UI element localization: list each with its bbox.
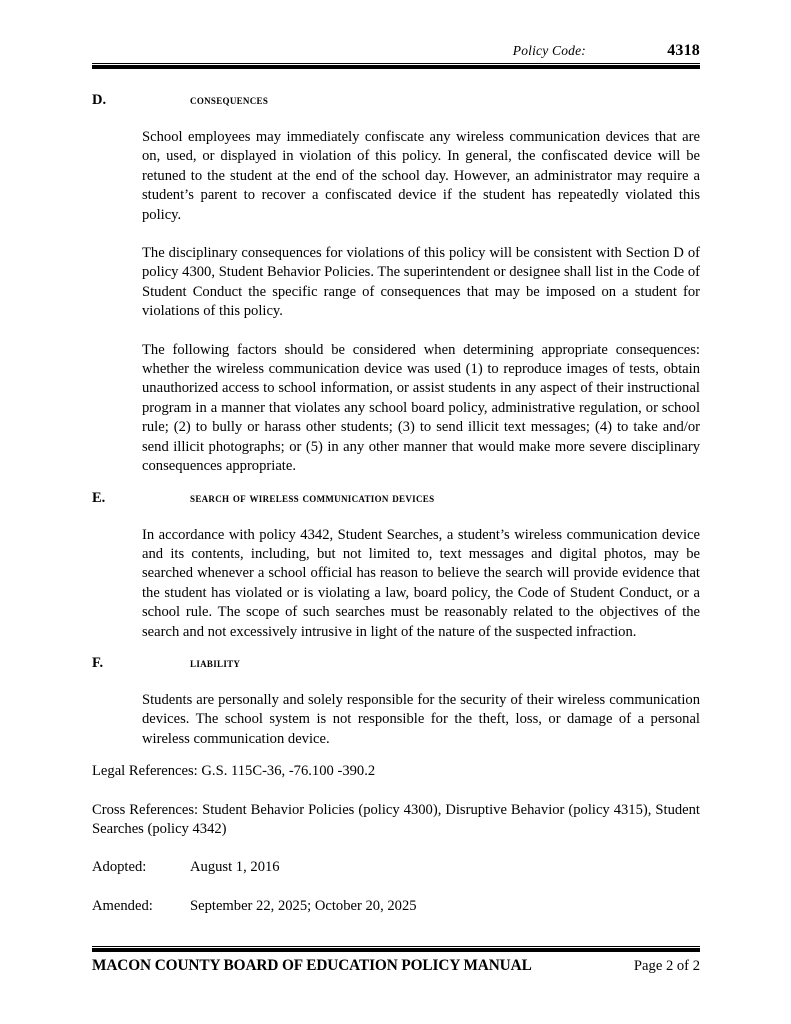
footer-row xyxy=(92,957,700,975)
section-spacer xyxy=(92,477,700,490)
references-block xyxy=(92,762,700,916)
section-e-title: search of wireless communication devices xyxy=(190,489,435,505)
amended-label: Amended: xyxy=(92,897,153,914)
section-d xyxy=(92,92,700,477)
section-f-letter: F. xyxy=(92,654,104,671)
policy-code-label: Policy Code: xyxy=(512,43,586,58)
section-e xyxy=(92,490,700,642)
adopted-row xyxy=(92,858,700,877)
page-footer xyxy=(92,946,700,975)
paragraph: In accordance with policy 4342, Student Searches, a student’s wireless communication device and its contents, including, but not limited to, text messages and digital photos, may be searched whenever a school official has reason to believe the search will provide evidence that the student has violated or is violating a law, board policy, the Code of Student Conduct, or a school rule. The scope of such searches must be reasonably related to the objectives of the search and not excessively intrusive in light of the nature of the suspected infraction. xyxy=(142,526,700,640)
section-e-heading xyxy=(92,490,700,507)
adopted-value: August 1, 2016 xyxy=(190,859,280,876)
footer-page-number: Page 2 of 2 xyxy=(633,958,700,974)
policy-code-value: 4318 xyxy=(667,42,700,59)
document-body xyxy=(92,92,700,935)
amended-row xyxy=(92,897,700,916)
legal-references: Legal References: G.S. 115C-36, -76.100 -390.2 xyxy=(92,763,376,780)
header-rule xyxy=(92,63,700,69)
cross-references: Cross References: Student Behavior Policies (policy 4300), Disruptive Behavior (policy 4315), Student Searches (policy 4342) xyxy=(92,801,700,837)
section-d-heading xyxy=(92,92,700,109)
policy-code-line xyxy=(92,42,700,60)
paragraph: School employees may immediately confiscate any wireless communication devices that are on, used, or displayed in violation of this policy. In general, the confiscated device will be retuned to the student at the end of the school day. However, an administrator may require a student’s parent to recover a confiscated device if the student has repeatedly violated this policy. xyxy=(142,129,700,223)
page-header xyxy=(92,42,700,69)
amended-value: September 22, 2025; October 20, 2025 xyxy=(190,897,417,914)
section-d-title: consequences xyxy=(190,92,269,107)
references-spacer xyxy=(92,749,700,762)
section-f-title: liability xyxy=(190,654,241,670)
section-spacer xyxy=(92,642,700,655)
section-f xyxy=(92,655,700,749)
paragraph: The disciplinary consequences for violations of this policy will be consistent with Section D of policy 4300, Student Behavior Policies. The superintendent or designee shall list in the Code of Student Conduct the specific range of consequences that may be imposed on a student for violations of this policy. xyxy=(142,245,700,320)
paragraph: Students are personally and solely responsible for the security of their wireless communication devices. The school system is not responsible for the theft, loss, or damage of a personal wireless communication device. xyxy=(142,691,700,747)
adopted-label: Adopted: xyxy=(92,859,147,876)
paragraph: The following factors should be considered when determining appropriate consequences: whether the wireless communication device was used (1) to reproduce images of tests, obtain unauthorized access to school information, or assist students in any aspect of their instructional program in a manner that violates any school board policy, administrative regulation, or school rule; (2) to bully or harass other students; (3) to send illicit text messages; (4) to take and/or send illicit photographs; or (5) in any other manner that would make more severe disciplinary consequences appropriate. xyxy=(142,341,700,475)
section-f-heading xyxy=(92,655,700,672)
footer-organization-title: MACON COUNTY BOARD OF EDUCATION POLICY MANUAL xyxy=(92,957,532,974)
footer-rule xyxy=(92,946,700,952)
section-e-letter: E. xyxy=(92,489,106,506)
section-d-letter: D. xyxy=(92,92,107,108)
